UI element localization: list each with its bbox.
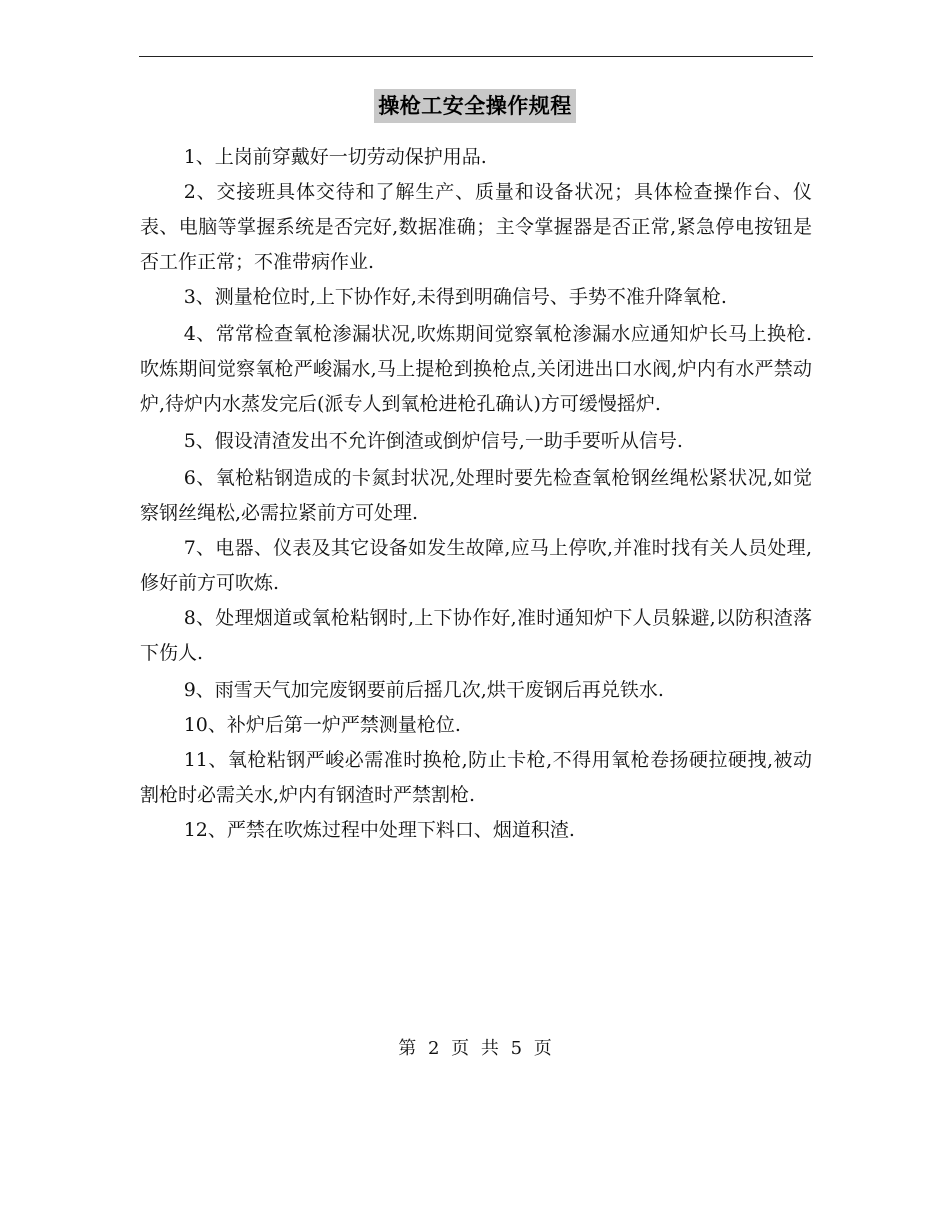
paragraph-9: 9、雨雪天气加完废钢要前后摇几次,烘干废钢后再兑铁水. <box>183 679 664 701</box>
document-body <box>140 140 812 848</box>
title-container <box>0 89 950 123</box>
header-rule <box>139 56 813 57</box>
paragraph-4: 4、常常检查氧枪渗漏状况,吹炼期间觉察氧枪渗漏水应通知炉长马上换枪.吹炼期间觉察氧枪严峻漏水,马上提枪到换枪点,关闭进出口水阀,炉内有水严禁动炉,待炉内水蒸发完后(派专人到氧枪进枪孔确认)方可缓慢摇炉. <box>140 323 812 415</box>
paragraph-8: 8、处理烟道或氧枪粘钢时,上下协作好,准时通知炉下人员躲避,以防积渣落下伤人. <box>140 607 812 664</box>
paragraph-2: 2、交接班具体交待和了解生产、质量和设备状况；具体检查操作台、仪表、电脑等掌握系统是否完好,数据准确；主令掌握器是否正常,紧急停电按钮是否工作正常；不准带病作业. <box>140 181 812 273</box>
paragraph-6: 6、氧枪粘钢造成的卡氮封状况,处理时要先检查氧枪钢丝绳松紧状况,如觉察钢丝绳松,必需拉紧前方可处理. <box>140 467 812 524</box>
paragraph-5: 5、假设清渣发出不允许倒渣或倒炉信号,一助手要听从信号. <box>183 430 683 452</box>
paragraph-3: 3、测量枪位时,上下协作好,未得到明确信号、手势不准升降氧枪. <box>183 286 727 308</box>
paragraph-7: 7、电器、仪表及其它设备如发生故障,应马上停吹,并准时找有关人员处理,修好前方可吹炼. <box>140 537 812 594</box>
paragraph-11: 11、氧枪粘钢严峻必需准时换枪,防止卡枪,不得用氧枪卷扬硬拉硬拽,被动割枪时必需关水,炉内有钢渣时严禁割枪. <box>140 749 812 806</box>
document-title: 操枪工安全操作规程 <box>374 89 576 123</box>
page-footer: 第 2 页 共 5 页 <box>398 1038 552 1059</box>
paragraph-10: 10、补炉后第一炉严禁测量枪位. <box>183 714 461 736</box>
paragraph-12: 12、严禁在吹炼过程中处理下料口、烟道积渣. <box>183 819 575 841</box>
paragraph-1: 1、上岗前穿戴好一切劳动保护用品. <box>183 146 487 168</box>
